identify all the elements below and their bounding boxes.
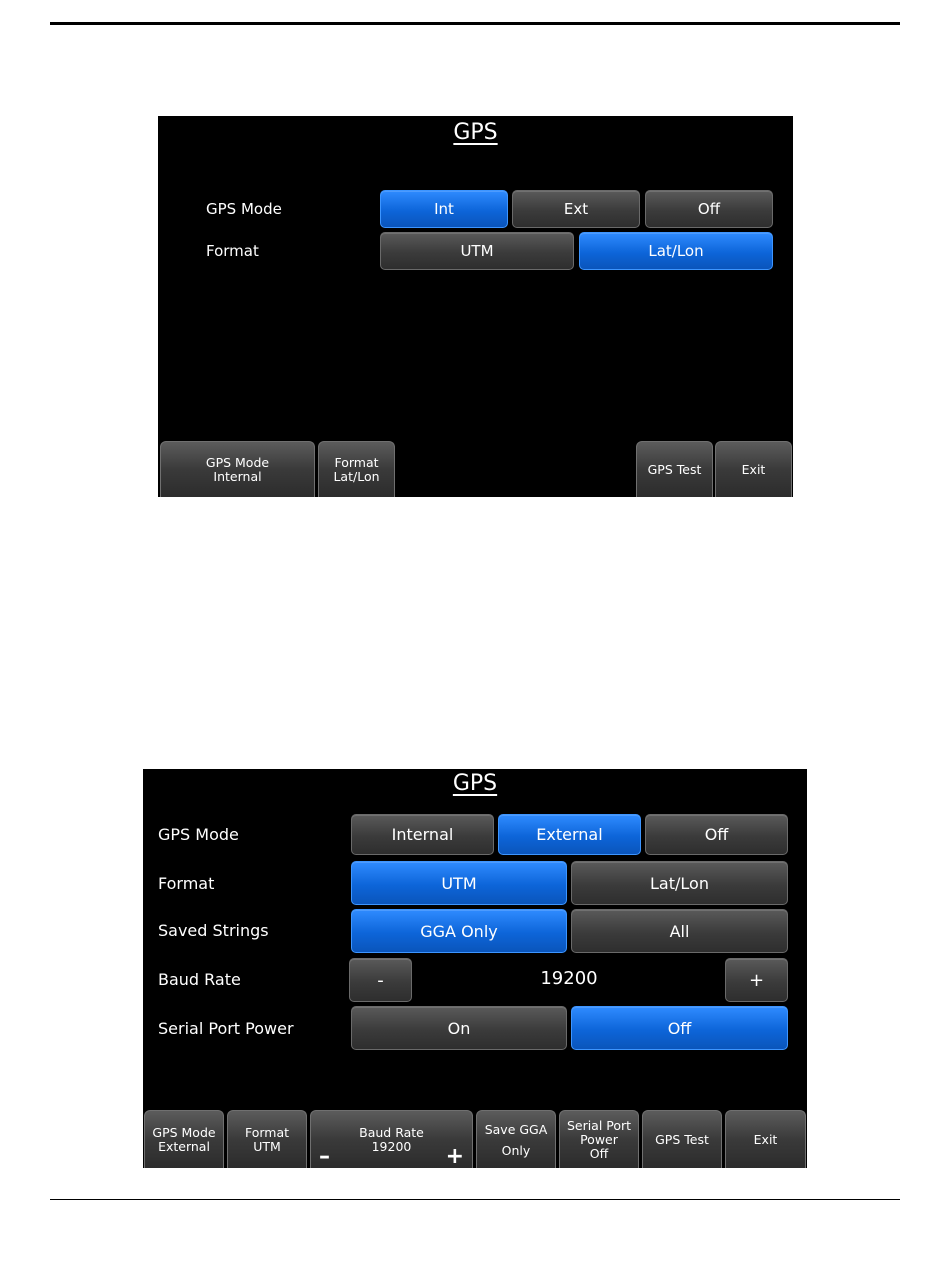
baud-rate-value: 19200 — [540, 968, 598, 989]
softkey-format-line2: UTM — [253, 1138, 281, 1154]
format-latlon-button[interactable]: Lat/Lon — [579, 232, 773, 270]
softkey-gps-test-label: GPS Test — [655, 1131, 709, 1147]
softkey-format-line1: Format — [244, 1124, 290, 1140]
softkey-baud-minus-icon[interactable]: – — [319, 1144, 330, 1168]
format-label: Format — [206, 242, 259, 260]
softkey-exit[interactable] — [725, 1110, 806, 1168]
softkey-format[interactable] — [227, 1110, 307, 1168]
screen-title: GPS — [453, 120, 498, 145]
saved-strings-all-button[interactable]: All — [571, 909, 788, 953]
gps-mode-internal-button[interactable]: Internal — [351, 814, 494, 855]
softkey-gps-mode-line1: GPS Mode — [152, 1124, 216, 1140]
softkey-baud-rate-line1: Baud Rate — [359, 1124, 424, 1140]
gps-mode-off-button[interactable]: Off — [645, 190, 773, 228]
softkey-format-line2: Lat/Lon — [333, 468, 380, 484]
softkey-baud-rate-line2: 19200 — [371, 1138, 412, 1154]
softkey-gps-mode[interactable] — [144, 1110, 224, 1168]
softkey-baud-plus-icon[interactable]: + — [445, 1144, 464, 1168]
softkey-save-gga-line1: Save GGA — [484, 1121, 548, 1137]
gps-screen-external — [143, 769, 807, 1168]
format-label: Format — [158, 874, 215, 893]
saved-strings-gga-only-button[interactable]: GGA Only — [351, 909, 567, 953]
softkey-gps-test[interactable] — [642, 1110, 722, 1168]
softkey-gps-mode-line2: Internal — [213, 468, 262, 484]
baud-rate-decrease-button[interactable]: - — [349, 958, 412, 1002]
softkey-format[interactable] — [318, 441, 395, 497]
softkey-gps-mode-line1: GPS Mode — [205, 454, 270, 470]
gps-mode-off-button[interactable]: Off — [645, 814, 788, 855]
softkey-gps-mode[interactable] — [160, 441, 315, 497]
gps-mode-external-button[interactable]: External — [498, 814, 641, 855]
footer-rule — [50, 1199, 900, 1200]
softkey-gps-test-label: GPS Test — [647, 461, 702, 477]
gps-mode-label: GPS Mode — [158, 825, 239, 844]
gps-mode-ext-button[interactable]: Ext — [512, 190, 640, 228]
softkey-serial-port-line3: Off — [589, 1145, 609, 1161]
softkey-exit-label: Exit — [753, 1131, 778, 1147]
serial-port-power-label: Serial Port Power — [158, 1019, 294, 1038]
softkey-baud-rate[interactable] — [310, 1110, 473, 1168]
format-utm-button[interactable]: UTM — [351, 861, 567, 905]
serial-port-power-off-button[interactable]: Off — [571, 1006, 788, 1050]
softkey-exit[interactable] — [715, 441, 792, 497]
softkey-serial-port-line1: Serial Port — [566, 1117, 632, 1133]
softkey-serial-port-power[interactable] — [559, 1110, 639, 1168]
baud-rate-increase-button[interactable]: + — [725, 958, 788, 1002]
softkey-save-gga-line2: Only — [501, 1142, 531, 1158]
screen-title: GPS — [452, 771, 498, 796]
header-rule — [50, 22, 900, 25]
serial-port-power-on-button[interactable]: On — [351, 1006, 567, 1050]
format-utm-button[interactable]: UTM — [380, 232, 574, 270]
softkey-gps-mode-line2: External — [158, 1138, 210, 1154]
gps-mode-int-button[interactable]: Int — [380, 190, 508, 228]
gps-mode-label: GPS Mode — [206, 200, 282, 218]
baud-rate-label: Baud Rate — [158, 970, 241, 989]
softkey-serial-port-line2: Power — [580, 1131, 618, 1147]
softkey-exit-label: Exit — [741, 461, 766, 477]
softkey-format-line1: Format — [334, 454, 379, 470]
softkey-save-gga[interactable] — [476, 1110, 556, 1168]
softkey-gps-test[interactable] — [636, 441, 713, 497]
gps-screen-basic — [158, 116, 793, 497]
format-latlon-button[interactable]: Lat/Lon — [571, 861, 788, 905]
saved-strings-label: Saved Strings — [158, 921, 269, 940]
